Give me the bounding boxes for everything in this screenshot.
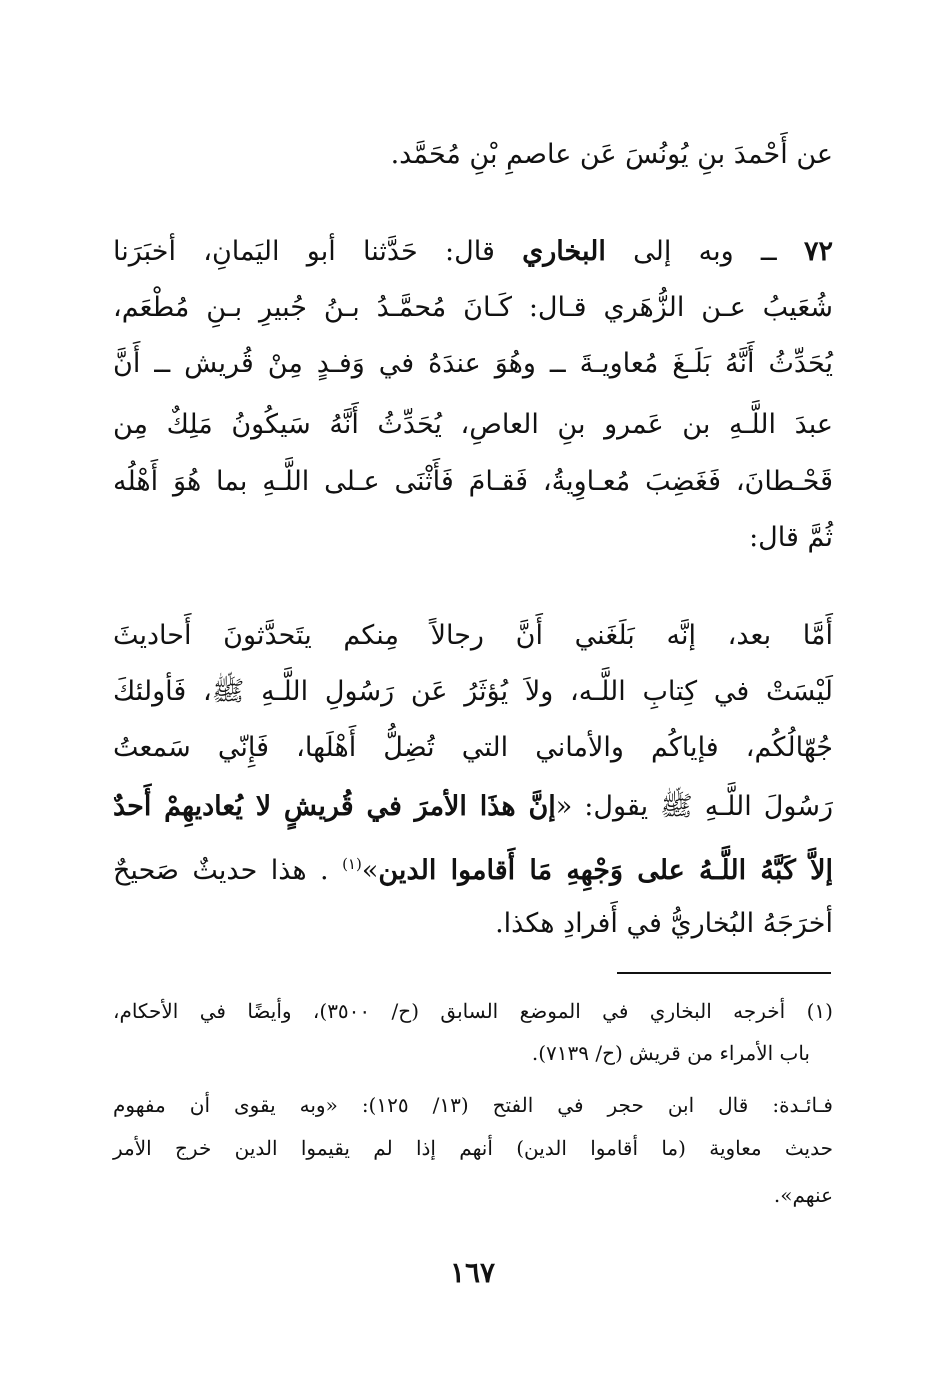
bukhari-name: البخاري	[522, 236, 606, 267]
footnote-2-line-2: حديث معاوية (ما أقاموا الدين) أنهم إذا لم يقيموا الدين خرج الأمر	[113, 1136, 833, 1160]
footnote-divider	[617, 972, 831, 974]
footnote-2-line-3: عنهم».	[773, 1183, 833, 1207]
footnote-1-line-1: (١) أخرجه البخاري في الموضع السابق (ح/ ٣٥٠٠)، وأيضًا في الأحكام،	[113, 999, 833, 1023]
hadith-line-3: يُحَدِّثُ أَنَّهُ بَلَـغَ مُعاويـةَ ــ وهُوَ عندَهُ في وَفـدٍ مِنْ قُريش ــ أَنَّ	[113, 348, 833, 379]
footnote-1-line-2: باب الأمراء من قريش (ح/ ٧١٣٩).	[531, 1041, 810, 1065]
speech-line-4-a: رَسُولَ اللَّـهِ ﷺ يقول: «	[555, 791, 833, 822]
speech-line-4	[113, 787, 833, 827]
speech-line-5	[113, 844, 833, 891]
hadith-quote-2: إلاَّ كَبَّهُ اللَّـهُ على وَجْهِهِ مَا أَقاموا الدين	[378, 855, 833, 886]
hadith-line-4: عبدَ اللَّـهِ بن عَمرو بنِ العاصِ، يُحَدِّثُ أَنَّهُ سَيكُونُ مَلِكٌ مِن	[113, 409, 833, 440]
intro-line: عن أَحْمدَ بنِ يُونُسَ عَن عاصمِ بْنِ مُحَمَّد.	[390, 139, 833, 170]
speech-line-1: أَمَّا بعد، إنَّه بَلَغَني أَنَّ رجالاً مِنكم يتَحدَّثونَ أَحاديثَ	[113, 620, 833, 651]
hadith-line-1	[113, 232, 833, 272]
speech-line-3: جُهّالُكُم، فإياكُم والأماني التي تُضِلُّ أَهْلَها، فَإِنّي سَمعتُ	[113, 732, 833, 763]
quote-close: »	[361, 855, 379, 886]
hadith-quote-1: إنَّ هذَا الأمرَ في قُريشٍ لا يُعاديهِمْ أَحدٌ	[113, 791, 556, 822]
footnote-2-line-1: فـائـدة: قال ابن حجر في الفتح (١٣/ ١٢٥): «وبه يقوى أن مفهوم	[113, 1093, 833, 1117]
hadith-number: ٧٢	[803, 236, 833, 267]
hadith-line-6: ثُمَّ قال:	[749, 522, 833, 553]
speech-line-5-b: . هذا حديثٌ صَحيحٌ	[113, 855, 329, 886]
speech-line-2: لَيْسَتْ في كِتابِ اللَّـه، ولاَ يُؤثَرُ عَن رَسُولِ اللَّـهِ ﷺ، فَأولئكَ	[113, 676, 833, 707]
footnote-marker: (١)	[342, 855, 362, 873]
page-number: ١٦٧	[449, 1256, 496, 1289]
hadith-line-1-a: ــ وبه إلى	[633, 236, 777, 267]
hadith-line-2: شُعَيبُ عـن الزُّهَري قـال: كَـانَ مُحمَّـدُ بـنُ جُبيرِ بـنِ مُطْعَم،	[113, 292, 833, 323]
hadith-line-1-b: قال: حَدَّثنا أبو اليَمانِ، أخبَرَنا	[113, 236, 495, 267]
hadith-line-5: قَحْـطانَ، فَغَضِبَ مُعـاوِيةُ، فَقـامَ فَأَثْنَى عـلى اللَّـهِ بما هُوَ أَهْلُه	[113, 466, 833, 497]
speech-line-6: أخرَجَهُ البُخاريُّ في أَفرادِ هكذا.	[495, 908, 833, 939]
